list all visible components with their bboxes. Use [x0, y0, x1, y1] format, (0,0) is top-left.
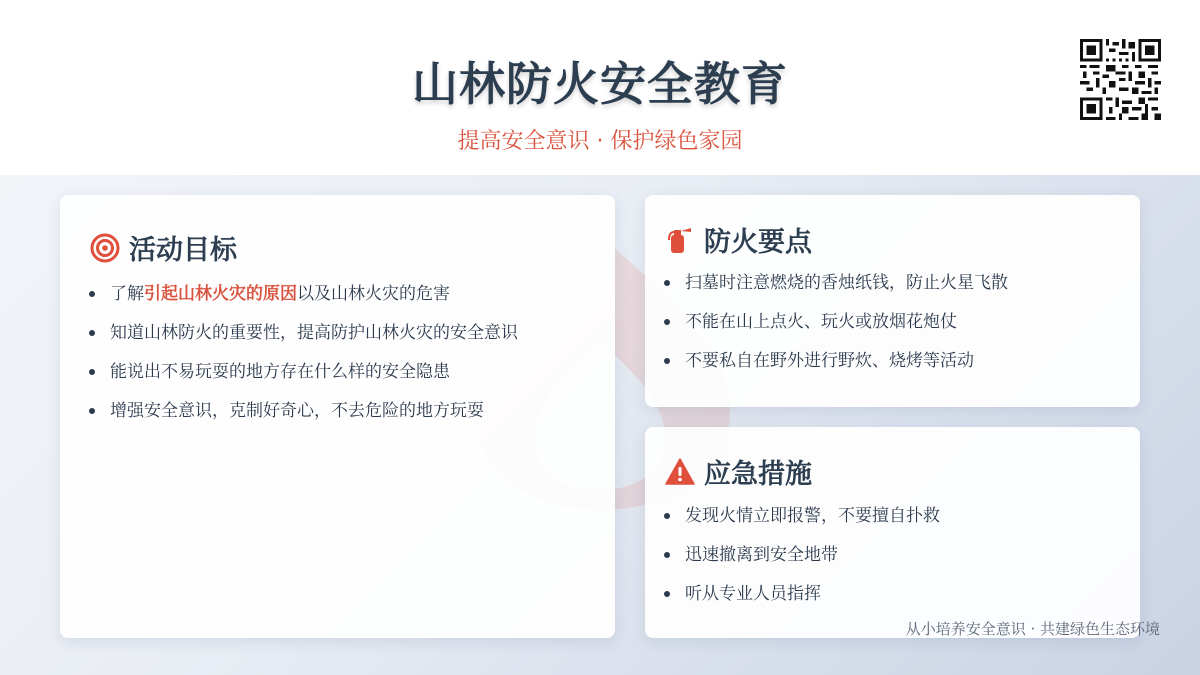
list-item: 知道山林防火的重要性，提高防护山林火灾的安全意识 — [89, 321, 518, 345]
emergency-heading — [665, 452, 812, 491]
fire-extinguisher-icon — [665, 225, 695, 255]
list-item: 不能在山上点火、玩火或放烟花炮仗 — [664, 310, 1008, 334]
qr-code-icon — [1080, 39, 1161, 120]
page-subtitle: 提高安全意识 · 保护绿色家园 — [457, 129, 743, 154]
footer-slogan: 从小培养安全意识 · 共建绿色生态环境 — [905, 620, 1160, 638]
list-item: 发现火情立即报警，不要擅自扑救 — [664, 504, 940, 528]
emergency-list — [664, 504, 940, 621]
emergency-title: 应急措施 — [704, 459, 812, 490]
header-band — [0, 0, 1200, 175]
goal-highlight: 引起山林火灾的原因 — [144, 284, 297, 304]
qr-code[interactable] — [1071, 30, 1170, 129]
points-title: 防火要点 — [704, 227, 812, 258]
list-item: 扫墓时注意燃烧的香烛纸钱，防止火星飞散 — [664, 271, 1008, 295]
points-heading — [665, 220, 812, 259]
warning-icon — [665, 457, 695, 487]
list-item: 不要私自在野外进行野炊、烧烤等活动 — [664, 349, 1008, 373]
list-item: 迅速撤离到安全地带 — [664, 543, 940, 567]
list-item: 增强安全意识，克制好奇心，不去危险的地方玩耍 — [89, 399, 518, 423]
goal-text: 了解 — [110, 284, 144, 304]
points-list — [664, 271, 1008, 388]
target-icon — [90, 233, 120, 263]
goal-text: 以及山林火灾的危害 — [297, 284, 450, 304]
goals-title: 活动目标 — [129, 235, 237, 266]
list-item: 能说出不易玩耍的地方存在什么样的安全隐患 — [89, 360, 518, 384]
goals-list — [89, 282, 518, 438]
list-item: 听从专业人员指挥 — [664, 582, 940, 606]
page-title: 山林防火安全教育 — [412, 57, 788, 111]
fire-prevention-card — [645, 195, 1140, 407]
goals-heading — [90, 228, 237, 267]
emergency-card — [645, 427, 1140, 638]
list-item — [89, 282, 518, 306]
goals-card — [60, 195, 615, 638]
